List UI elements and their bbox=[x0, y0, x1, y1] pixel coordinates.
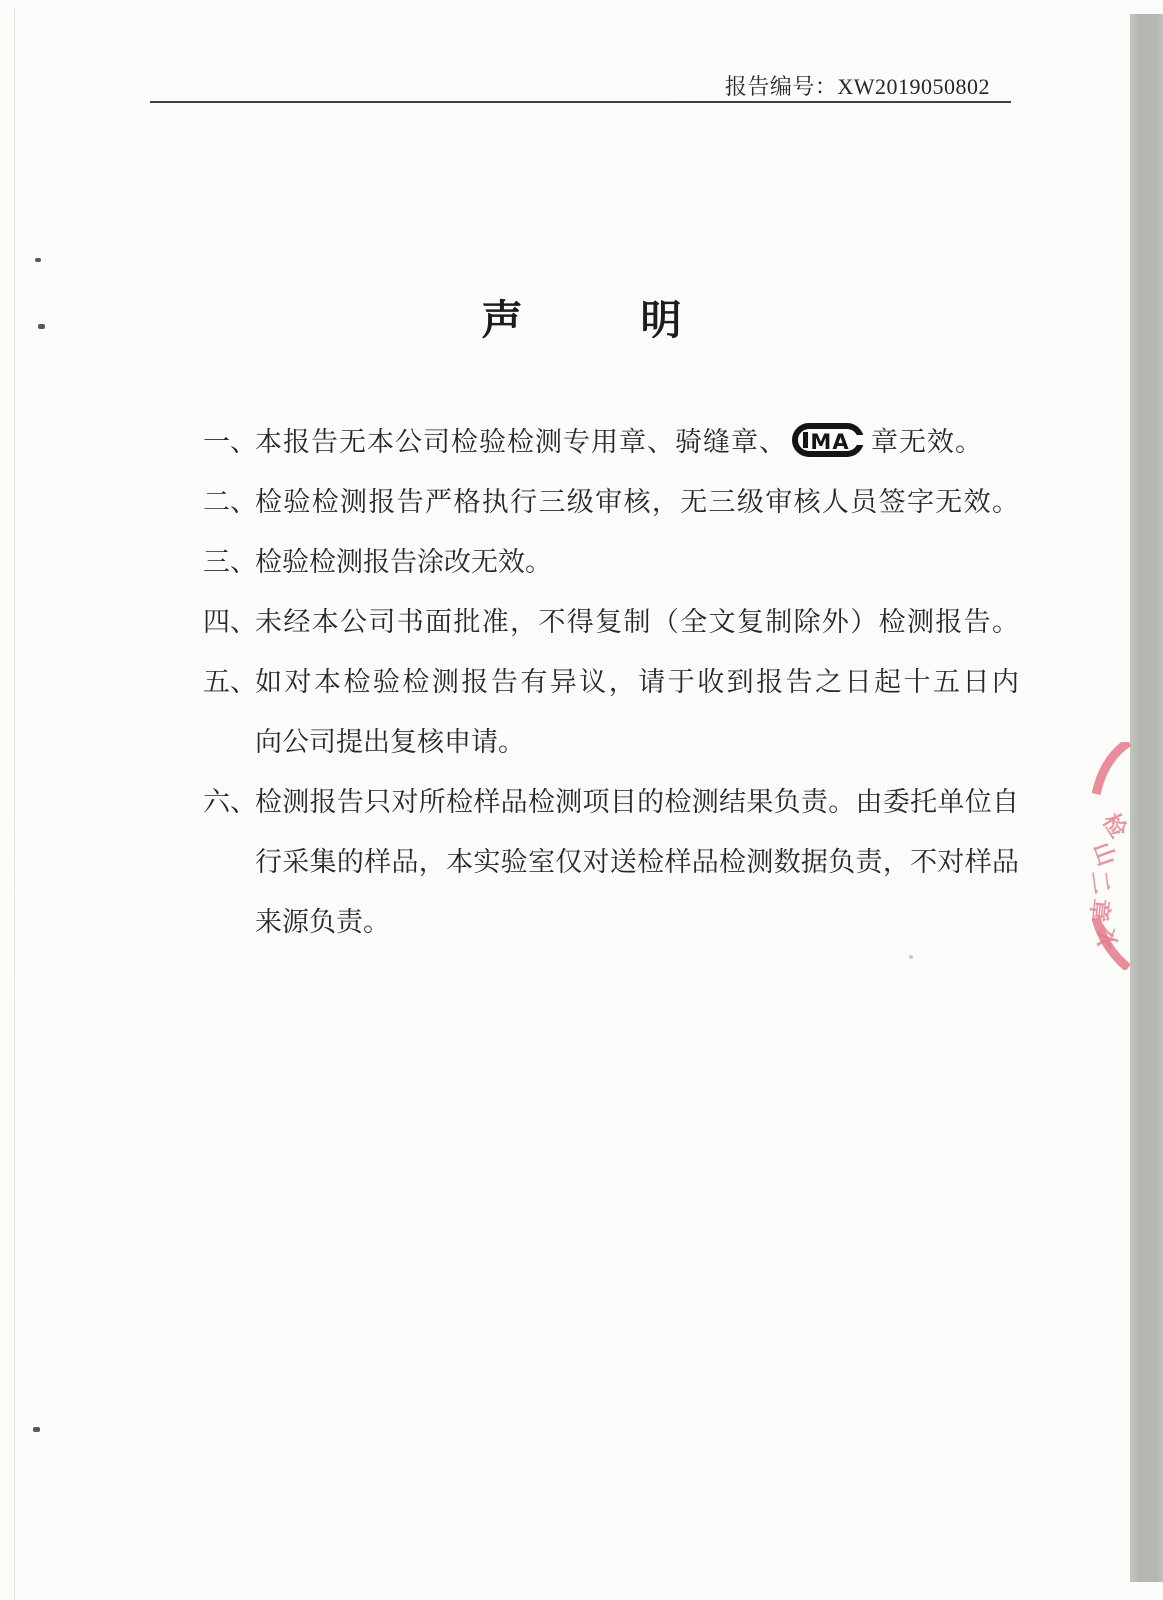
item-text bbox=[255, 772, 1019, 952]
report-number: 报告编号：XW2019050802 bbox=[724, 74, 990, 99]
item-line: 如对本检验检测报告有异议，请于收到报告之日起十五日内 bbox=[255, 667, 1019, 697]
item-text bbox=[255, 472, 1019, 532]
item-number: 三、 bbox=[203, 547, 257, 577]
item-line: 检验检测报告涂改无效。 bbox=[255, 547, 552, 577]
declaration-item-6 bbox=[203, 772, 1019, 952]
item-text-after-logo: 章无效。 bbox=[871, 427, 983, 457]
cma-accreditation-mark-icon bbox=[791, 422, 865, 458]
seal-arc-top bbox=[1096, 742, 1129, 794]
declaration-item-3 bbox=[203, 532, 1019, 592]
item-text bbox=[255, 592, 1019, 652]
scan-speck bbox=[909, 955, 913, 959]
seal-glyph: 检 bbox=[1097, 809, 1132, 843]
scan-edge-strip bbox=[1130, 14, 1163, 1582]
header-rule bbox=[150, 101, 1011, 103]
scan-speck bbox=[35, 258, 41, 262]
item-line: 检测报告只对所检样品检测项目的检测结果负责。由委托单位自 bbox=[255, 787, 1019, 817]
item-text bbox=[255, 652, 1019, 772]
declaration-item-5 bbox=[203, 652, 1019, 772]
declaration-list bbox=[203, 412, 1019, 952]
seal-glyph: 章 bbox=[1085, 897, 1113, 923]
item-number: 一、 bbox=[203, 427, 257, 457]
item-text bbox=[255, 412, 1019, 472]
item-line: 检验检测报告严格执行三级审核，无三级审核人员签字无效。 bbox=[255, 487, 1019, 517]
item-number: 四、 bbox=[203, 607, 257, 637]
seal-glyph: 二 bbox=[1086, 869, 1115, 896]
scan-speck bbox=[38, 324, 45, 329]
item-line: 来源负责。 bbox=[255, 907, 390, 937]
page-title-char-left: 声 bbox=[481, 297, 523, 343]
item-number: 二、 bbox=[203, 487, 257, 517]
partial-red-seal-stamp bbox=[1076, 742, 1132, 970]
item-line: 行采集的样品，本实验室仅对送检样品检测数据负责，不对样品 bbox=[255, 847, 1019, 877]
page-title bbox=[0, 296, 1163, 344]
page-title-char-right: 明 bbox=[640, 297, 682, 343]
item-line: 向公司提出复核申请。 bbox=[255, 727, 525, 757]
declaration-item-4 bbox=[203, 592, 1019, 652]
declaration-item-2 bbox=[203, 472, 1019, 532]
paper-left-edge bbox=[14, 8, 15, 1600]
declaration-item-1 bbox=[203, 412, 1019, 472]
item-text bbox=[255, 532, 1019, 592]
seal-glyph: 山 bbox=[1088, 839, 1120, 870]
seal-glyph: 水 bbox=[1091, 922, 1123, 953]
item-number: 六、 bbox=[203, 787, 257, 817]
item-number: 五、 bbox=[203, 667, 257, 697]
item-line: 未经本公司书面批准，不得复制（全文复制除外）检测报告。 bbox=[255, 607, 1019, 637]
scan-speck bbox=[33, 1427, 40, 1432]
cma-logo-letters: MA bbox=[810, 430, 850, 454]
item-text-before-logo: 本报告无本公司检验检测专用章、骑缝章、 bbox=[255, 427, 787, 457]
